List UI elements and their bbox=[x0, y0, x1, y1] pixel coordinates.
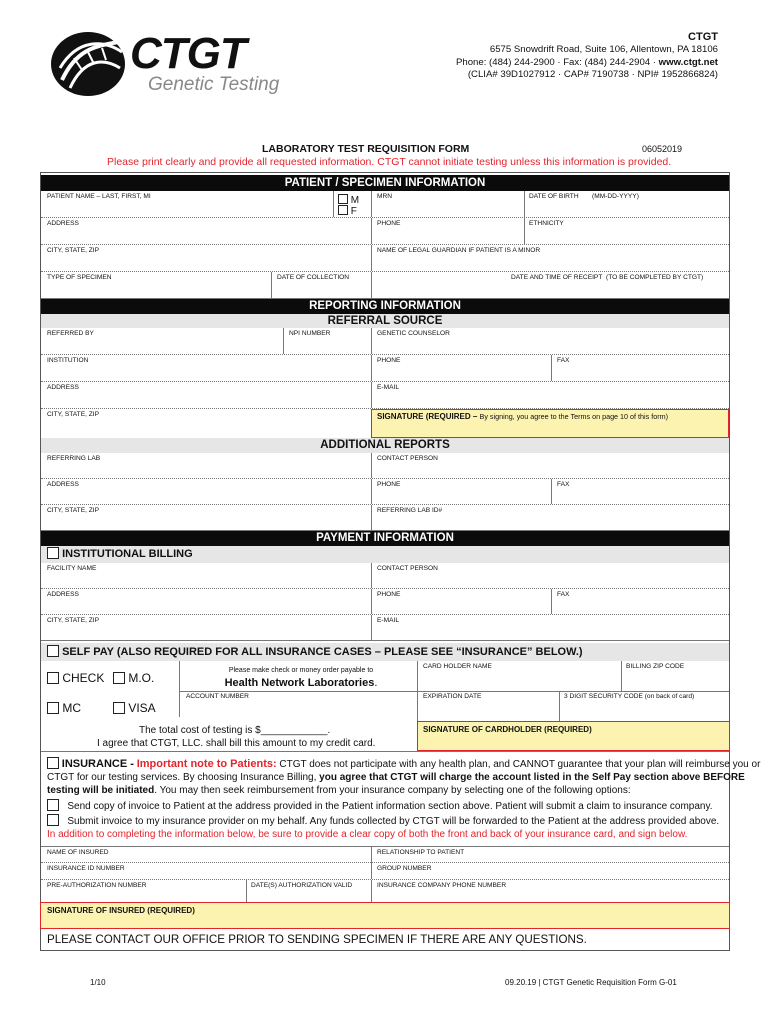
institutional-row-2[interactable] bbox=[41, 589, 729, 615]
insured-signature-label: SIGNATURE OF INSURED (REQUIRED) bbox=[47, 906, 195, 915]
guardian-label: NAME OF LEGAL GUARDIAN IF PATIENT IS A MINOR bbox=[377, 247, 541, 254]
form-code: 06052019 bbox=[642, 144, 683, 154]
institutional-billing-header[interactable] bbox=[41, 546, 729, 563]
patient-name-label: PATIENT NAME – LAST, FIRST, MI bbox=[47, 193, 151, 200]
checkbox-icon[interactable] bbox=[338, 205, 348, 215]
company-ids: (CLIA# 39D1027912 · CAP# 7190738 · NPI# 1952866824) bbox=[467, 69, 718, 80]
receipt-note: (TO BE COMPLETED BY CTGT) bbox=[606, 274, 704, 281]
visa-option[interactable]: VISA bbox=[113, 701, 156, 715]
institutional-billing-title: INSTITUTIONAL BILLING bbox=[62, 548, 193, 560]
insurance-row-1[interactable] bbox=[41, 846, 729, 863]
group-number-label: GROUP NUMBER bbox=[377, 865, 432, 872]
company-contact bbox=[456, 57, 718, 70]
institution-label: INSTITUTION bbox=[47, 357, 89, 364]
form-instruction: Please print clearly and provide all requested information. CTGT cannot initiate testing unless this information is provided. bbox=[107, 156, 672, 168]
form-version: 09.20.19 | CTGT Genetic Requisition Form G-01 bbox=[505, 978, 677, 987]
logo-text: CTGT bbox=[130, 29, 246, 78]
insurance-line-3: testing will be initiated. You may then seek reimbursement from your insurance company by selecting one of the following options: bbox=[47, 785, 631, 796]
referring-lab-id-label: REFERRING LAB ID# bbox=[377, 507, 443, 514]
insured-signature-field[interactable] bbox=[40, 902, 730, 929]
checkbox-icon[interactable] bbox=[47, 814, 59, 826]
facility-contact-label: CONTACT PERSON bbox=[377, 565, 438, 572]
referral-fax-label: FAX bbox=[557, 357, 570, 364]
patient-address-label: ADDRESS bbox=[47, 220, 79, 227]
facility-address-label: ADDRESS bbox=[47, 591, 79, 598]
insurance-line-1: INSURANCE - Important note to Patients: CTGT does not participate with any health plan, and CANNOT guarantee that your plan will reimburse you or bbox=[47, 757, 760, 771]
additional-phone-label: PHONE bbox=[377, 481, 401, 488]
specimen-type-label: TYPE OF SPECIMEN bbox=[47, 274, 112, 281]
company-name: CTGT bbox=[688, 31, 718, 43]
payable-note: Please make check or money order payable to bbox=[228, 667, 374, 674]
relationship-label: RELATIONSHIP TO PATIENT bbox=[377, 849, 465, 856]
referral-address-label: ADDRESS bbox=[47, 384, 79, 391]
phone-fax: Phone: (484) 244-2900 · Fax: (484) 244-2904 · bbox=[455, 56, 659, 68]
insurance-option-2[interactable]: Submit invoice to my insurance provider on my behalf. Any funds collected by CTGT will be forwarded to the Patient at the address provided above. bbox=[47, 814, 719, 828]
additional-reports-header: ADDITIONAL REPORTS bbox=[41, 438, 729, 453]
npi-label: NPI NUMBER bbox=[289, 330, 331, 337]
insurance-row-2[interactable] bbox=[41, 863, 729, 880]
mrn-label: MRN bbox=[377, 193, 393, 200]
institutional-row-3[interactable] bbox=[41, 615, 729, 641]
dob-format: (MM-DD-YYYY) bbox=[592, 193, 639, 200]
referral-signature-note: By signing, you agree to the Terms on page 10 of this form) bbox=[479, 412, 668, 421]
referral-signature-field[interactable] bbox=[371, 409, 729, 438]
counselor-label: GENETIC COUNSELOR bbox=[377, 330, 450, 337]
card-holder-label: CARD HOLDER NAME bbox=[423, 663, 492, 670]
referral-phone-label: PHONE bbox=[377, 357, 401, 364]
referral-city-label: CITY, STATE, ZIP bbox=[47, 411, 100, 418]
cost-text: The total cost of testing is $____________. bbox=[139, 725, 331, 736]
patient-phone-label: PHONE bbox=[377, 220, 401, 227]
institutional-billing-checkbox[interactable] bbox=[47, 547, 59, 559]
mastercard-option[interactable]: MC bbox=[47, 701, 81, 715]
patient-section-header: PATIENT / SPECIMEN INFORMATION bbox=[41, 175, 729, 191]
insurance-line-2: CTGT for our testing services. By choosing Insurance Billing, you agree that CTGT will charge the account listed in the Self Pay section above BEFORE bbox=[47, 772, 745, 783]
referral-row-3[interactable] bbox=[41, 382, 729, 409]
sex-male-option[interactable]: M bbox=[338, 194, 359, 206]
additional-row-3[interactable] bbox=[41, 505, 729, 531]
auth-dates-label: DATE(S) AUTHORIZATION VALID bbox=[251, 882, 353, 889]
facility-fax-label: FAX bbox=[557, 591, 570, 598]
logo-subtitle: Genetic Testing bbox=[148, 74, 280, 95]
patient-row-1[interactable] bbox=[41, 191, 729, 218]
referral-row-1[interactable] bbox=[41, 328, 729, 355]
referral-row-2[interactable] bbox=[41, 355, 729, 382]
form-title: LABORATORY TEST REQUISITION FORM bbox=[262, 143, 470, 155]
additional-row-2[interactable] bbox=[41, 479, 729, 505]
facility-city-label: CITY, STATE, ZIP bbox=[47, 617, 100, 624]
payable-name: Health Network Laboratories. bbox=[224, 677, 378, 689]
sex-female-option[interactable]: F bbox=[338, 205, 357, 217]
facility-email-label: E-MAIL bbox=[377, 617, 399, 624]
website-link[interactable]: www.ctgt.net bbox=[658, 56, 718, 68]
referral-email-label: E-MAIL bbox=[377, 384, 399, 391]
additional-address-label: ADDRESS bbox=[47, 481, 79, 488]
dob-label: DATE OF BIRTH bbox=[529, 193, 579, 200]
additional-contact-label: CONTACT PERSON bbox=[377, 455, 438, 462]
facility-phone-label: PHONE bbox=[377, 591, 401, 598]
patient-row-4[interactable] bbox=[41, 272, 729, 299]
expiration-label: EXPIRATION DATE bbox=[423, 693, 482, 700]
receipt-label: DATE AND TIME OF RECEIPT bbox=[511, 274, 603, 281]
institutional-row-1[interactable] bbox=[41, 563, 729, 589]
reporting-section-header: REPORTING INFORMATION bbox=[41, 299, 729, 314]
agree-text: I agree that CTGT, LLC. shall bill this amount to my credit card. bbox=[97, 738, 376, 749]
insurance-id-label: INSURANCE ID NUMBER bbox=[47, 865, 125, 872]
billing-zip-label: BILLING ZIP CODE bbox=[626, 663, 685, 670]
patient-row-3[interactable] bbox=[41, 245, 729, 272]
additional-city-label: CITY, STATE, ZIP bbox=[47, 507, 100, 514]
ethnicity-label: ETHNICITY bbox=[529, 220, 564, 227]
checkbox-icon[interactable] bbox=[113, 672, 125, 684]
cardholder-signature-label: SIGNATURE OF CARDHOLDER (REQUIRED) bbox=[423, 725, 592, 734]
referral-source-header: REFERRAL SOURCE bbox=[41, 314, 729, 328]
self-pay-checkbox[interactable] bbox=[47, 645, 59, 657]
check-option[interactable]: CHECK bbox=[47, 671, 104, 685]
insurance-checkbox[interactable] bbox=[47, 757, 59, 769]
security-code-label: 3 DIGIT SECURITY CODE (on back of card) bbox=[564, 693, 695, 700]
insurance-option-1[interactable]: Send copy of invoice to Patient at the address provided in the Patient information section above. Patient will submit a claim to insurance company. bbox=[47, 799, 713, 813]
insurance-block bbox=[41, 751, 761, 844]
additional-row-1[interactable] bbox=[41, 453, 729, 479]
patient-city-label: CITY, STATE, ZIP bbox=[47, 247, 100, 254]
collection-date-label: DATE OF COLLECTION bbox=[277, 274, 350, 281]
checkbox-icon[interactable] bbox=[338, 194, 348, 204]
page-number: 1/10 bbox=[90, 978, 106, 987]
referring-lab-label: REFERRING LAB bbox=[47, 455, 101, 462]
dna-logo-icon bbox=[48, 28, 130, 98]
checkbox-icon[interactable] bbox=[47, 799, 59, 811]
requisition-form bbox=[40, 172, 761, 951]
referred-by-label: REFERRED BY bbox=[47, 330, 94, 337]
additional-fax-label: FAX bbox=[557, 481, 570, 488]
checkbox-icon[interactable] bbox=[47, 702, 59, 714]
insurance-red-note: In addition to completing the information below, be sure to provide a clear copy of both the front and back of your insurance card, and sign below. bbox=[47, 829, 688, 840]
checkbox-icon[interactable] bbox=[113, 702, 125, 714]
self-pay-title: SELF PAY (ALSO REQUIRED FOR ALL INSURANCE CASES – PLEASE SEE “INSURANCE” BELOW.) bbox=[62, 646, 583, 658]
facility-label: FACILITY NAME bbox=[47, 565, 97, 572]
payment-section-header: PAYMENT INFORMATION bbox=[41, 531, 729, 546]
account-number-label: ACCOUNT NUMBER bbox=[186, 693, 249, 700]
contact-notice: PLEASE CONTACT OUR OFFICE PRIOR TO SENDING SPECIMEN IF THERE ARE ANY QUESTIONS. bbox=[47, 933, 587, 946]
company-address: 6575 Snowdrift Road, Suite 106, Allentown, PA 18106 bbox=[489, 44, 718, 55]
cardholder-signature-field[interactable] bbox=[417, 721, 730, 751]
self-pay-header[interactable] bbox=[41, 643, 729, 661]
patient-row-2[interactable] bbox=[41, 218, 729, 245]
insurance-phone-label: INSURANCE COMPANY PHONE NUMBER bbox=[377, 882, 507, 889]
money-order-option[interactable]: M.O. bbox=[113, 671, 154, 685]
company-logo bbox=[48, 28, 298, 100]
preauth-label: PRE-AUTHORIZATION NUMBER bbox=[47, 882, 147, 889]
referral-signature-label: SIGNATURE (REQUIRED – bbox=[377, 412, 478, 421]
insurance-row-3[interactable] bbox=[41, 880, 729, 903]
checkbox-icon[interactable] bbox=[47, 672, 59, 684]
insured-name-label: NAME OF INSURED bbox=[47, 849, 109, 856]
company-info bbox=[456, 30, 718, 82]
